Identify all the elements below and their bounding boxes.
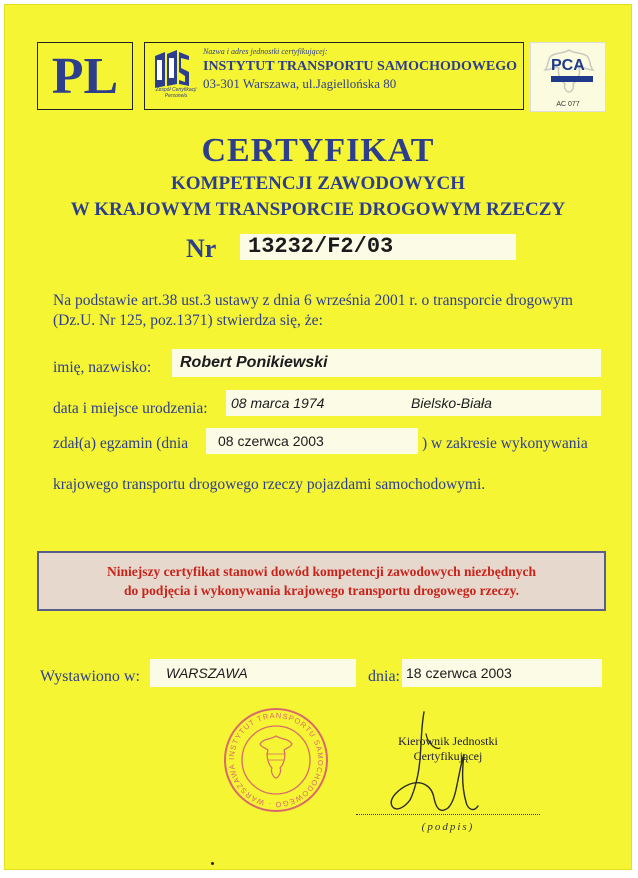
issue-place-label: Wystawiono w:: [40, 668, 140, 685]
round-stamp-icon: [222, 706, 330, 814]
stamp-text: INSTYTUT TRANSPORTU SAMOCHODOWEGO · WARSZAWA: [226, 710, 326, 810]
accreditation-code: AC 077: [556, 101, 580, 108]
certificate-subtitle-line1: KOMPETENCJI ZAWODOWYCH: [171, 173, 465, 194]
signature-line: [356, 814, 540, 815]
signer-line1: Kierownik Jednostki: [398, 734, 498, 748]
institute-address: 03-301 Warszawa, ul.Jagiellońska 80: [203, 76, 397, 91]
intro-paragraph: [53, 291, 613, 331]
pca-logo-band: [551, 76, 593, 82]
scope-text: krajowego transportu drogowego rzeczy pojazdami samochodowymi.: [53, 476, 486, 493]
birth-label: data i miejsce urodzenia:: [53, 400, 208, 417]
certificate-title: CERTYFIKAT: [201, 132, 435, 169]
country-code: PL: [51, 47, 119, 105]
intro-line1: Na podstawie art.38 ust.3 ustawy z dnia 6 września 2001 r. o transporcie drogowym: [53, 292, 573, 309]
exam-label: zdał(a) egzamin (dnia: [53, 435, 189, 452]
statement-box: [37, 551, 606, 611]
logo-caption: Zespół Certyfikacji Personelu: [155, 87, 197, 99]
pca-logo: PCA: [551, 57, 585, 74]
institute-box: [144, 42, 524, 110]
certificate-number-field: 13232/F2/03: [240, 234, 516, 260]
name-field: Robert Ponikiewski: [172, 349, 601, 377]
institute-name: INSTYTUT TRANSPORTU SAMOCHODOWEGO: [203, 59, 518, 74]
paper-speck: [211, 862, 214, 865]
name-label: imię, nazwisko:: [53, 359, 152, 376]
exam-date-field: 08 czerwca 2003: [206, 428, 418, 454]
signer-line2: Certyfikującej: [413, 749, 483, 763]
statement-line1: Niniejszy certyfikat stanowi dowód kompetencji zawodowych niezbędnych: [107, 564, 536, 579]
signature-label: (podpis): [421, 821, 475, 833]
issue-date-label: dnia:: [368, 668, 400, 685]
birth-date: 08 marca 1974: [231, 395, 325, 411]
birth-field: [226, 390, 601, 416]
handwritten-signature-icon: [374, 704, 504, 824]
pca-accreditation-box: [530, 42, 606, 112]
its-logo-icon: [149, 50, 193, 90]
certificate-sheet: [4, 4, 632, 870]
issue-place-field: WARSZAWA: [150, 659, 356, 687]
statement-line2: do podjęcia i wykonywania krajowego transportu drogowego rzeczy.: [124, 583, 519, 598]
institute-caption: Nazwa i adres jednostki certyfikującej:: [203, 47, 328, 56]
issue-date-field: 18 czerwca 2003: [402, 659, 602, 687]
country-code-box: [37, 42, 133, 110]
intro-line2: (Dz.U. Nr 125, poz.1371) stwierdza się, że:: [53, 312, 323, 329]
birth-place: Bielsko-Biała: [411, 395, 492, 411]
certificate-number-label: Nr: [186, 234, 217, 263]
exam-suffix: ) w zakresie wykonywania: [422, 435, 588, 452]
certificate-subtitle-line2: W KRAJOWYM TRANSPORCIE DROGOWYM RZECZY: [70, 199, 566, 220]
